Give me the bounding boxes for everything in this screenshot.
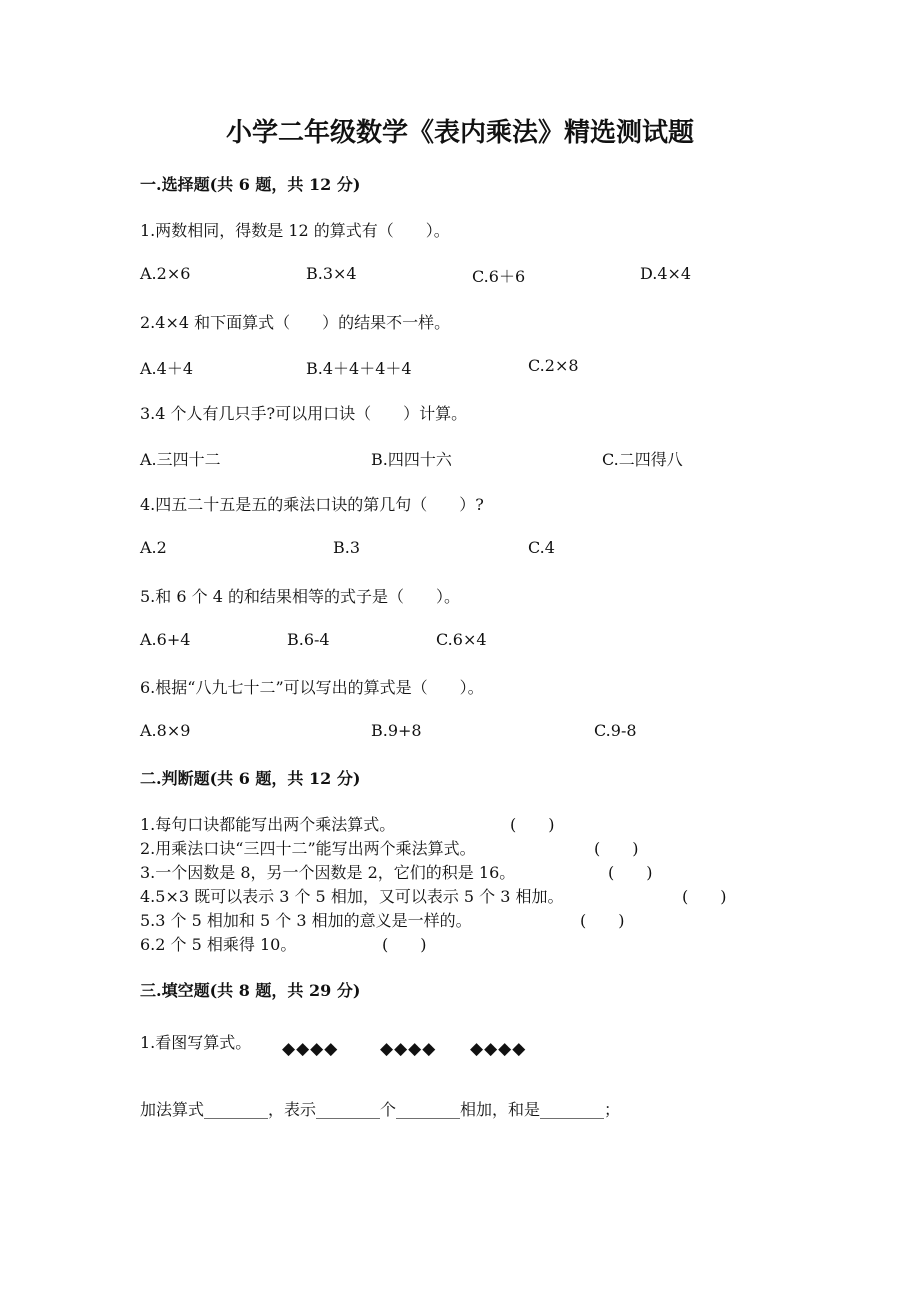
option-3c: C.二四得八 xyxy=(602,450,683,469)
tf-answer-bracket-5[interactable]: ( ) xyxy=(580,911,625,930)
option-6c: C.9-8 xyxy=(594,721,637,740)
tf-statement-5: 5.3 个 5 相加和 5 个 3 相加的意义是一样的。 xyxy=(140,911,472,930)
fill-line-addition: 加法算式________，表示________个________相加，和是________； xyxy=(140,1100,621,1119)
option-5c: C.6×4 xyxy=(436,630,487,649)
diamond-group-2: ◆◆◆◆ xyxy=(380,1039,437,1059)
option-1c: C.6＋6 xyxy=(472,267,526,286)
option-6b: B.9+8 xyxy=(371,721,422,740)
tf-statement-1: 1.每句口诀都能写出两个乘法算式。 xyxy=(140,815,396,834)
page-title: 小学二年级数学《表内乘法》精选测试题 xyxy=(225,118,694,148)
tf-statement-6: 6.2 个 5 相乘得 10。 xyxy=(140,935,297,954)
option-3b: B.四四十六 xyxy=(371,450,452,469)
question-5: 5.和 6 个 4 的和结果相等的式子是（ ）。 xyxy=(140,587,460,606)
tf-answer-bracket-2[interactable]: ( ) xyxy=(594,839,639,858)
section-heading-truefalse: 二.判断题(共 6 题，共 12 分) xyxy=(140,769,361,788)
option-1b: B.3×4 xyxy=(306,264,357,283)
option-5a: A.6+4 xyxy=(140,630,191,649)
question-2: 2.4×4 和下面算式（ ）的结果不一样。 xyxy=(140,313,451,332)
question-6: 6.根据“八九七十二”可以写出的算式是（ ）。 xyxy=(140,678,484,697)
option-1a: A.2×6 xyxy=(140,264,191,283)
diamond-group-1: ◆◆◆◆ xyxy=(282,1039,339,1059)
fill-question-1: 1.看图写算式。 xyxy=(140,1033,252,1052)
option-4b: B.3 xyxy=(333,538,361,557)
option-5b: B.6-4 xyxy=(287,630,330,649)
tf-answer-bracket-6[interactable]: ( ) xyxy=(382,935,427,954)
diamond-group-3: ◆◆◆◆ xyxy=(470,1039,527,1059)
option-2a: A.4＋4 xyxy=(140,359,194,378)
tf-answer-bracket-1[interactable]: ( ) xyxy=(510,815,555,834)
option-1d: D.4×4 xyxy=(640,264,692,283)
question-4: 4.四五二十五是五的乘法口诀的第几句（ ）? xyxy=(140,495,484,514)
option-4c: C.4 xyxy=(528,538,555,557)
option-4a: A.2 xyxy=(140,538,167,557)
option-3a: A.三四十二 xyxy=(140,450,221,469)
tf-answer-bracket-3[interactable]: ( ) xyxy=(608,863,653,882)
section-heading-fill: 三.填空题(共 8 题，共 29 分) xyxy=(140,981,361,1000)
tf-statement-4: 4.5×3 既可以表示 3 个 5 相加，又可以表示 5 个 3 相加。 xyxy=(140,887,564,906)
tf-statement-3: 3.一个因数是 8，另一个因数是 2，它们的积是 16。 xyxy=(140,863,516,882)
tf-statement-2: 2.用乘法口诀“三四十二”能写出两个乘法算式。 xyxy=(140,839,476,858)
option-2c: C.2×8 xyxy=(528,356,579,375)
section-heading-choice: 一.选择题(共 6 题，共 12 分) xyxy=(140,175,361,194)
tf-answer-bracket-4[interactable]: ( ) xyxy=(682,887,727,906)
option-2b: B.4＋4＋4＋4 xyxy=(306,359,412,378)
question-3: 3.4 个人有几只手?可以用口诀（ ）计算。 xyxy=(140,404,468,423)
question-1: 1.两数相同，得数是 12 的算式有（ ）。 xyxy=(140,221,450,240)
option-6a: A.8×9 xyxy=(140,721,191,740)
